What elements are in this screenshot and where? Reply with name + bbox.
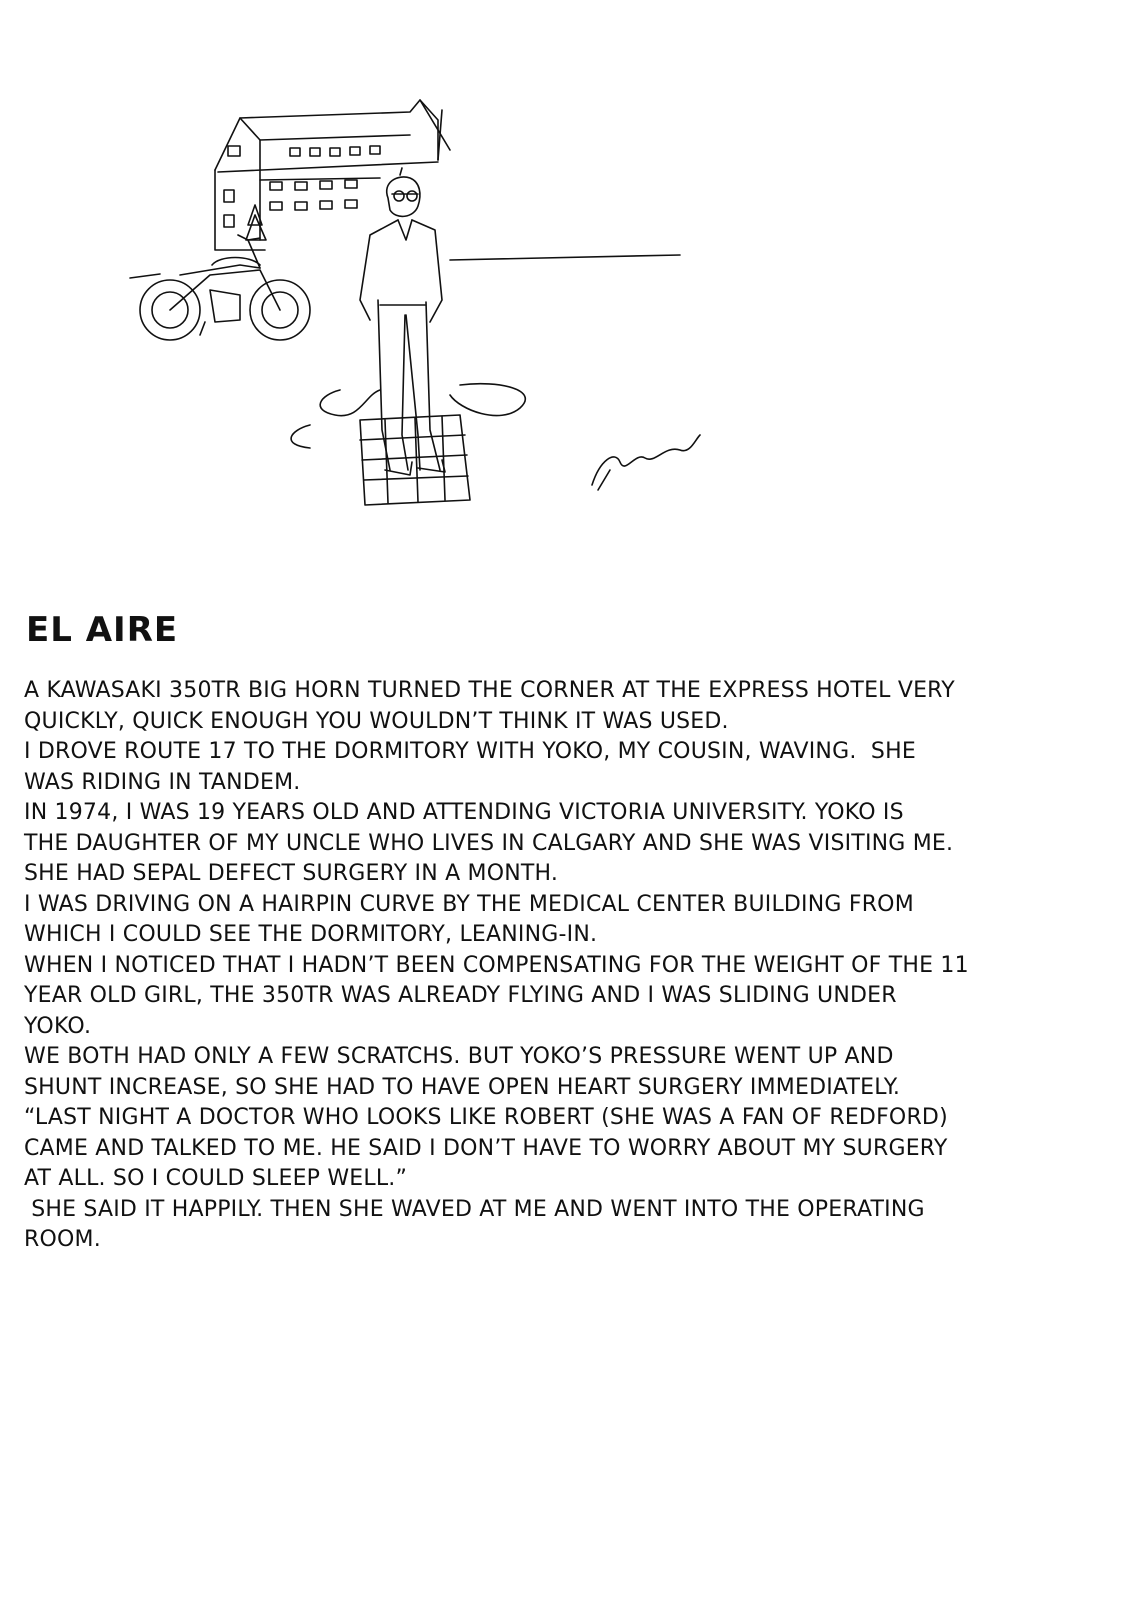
story-line: SHE HAD SEPAL DEFECT SURGERY IN A MONTH.: [24, 861, 559, 886]
story-line: ROOM.: [24, 1227, 101, 1252]
story-line: WHEN I NOTICED THAT I HADN’T BEEN COMPENSATING FOR THE WEIGHT OF THE 11: [24, 952, 969, 978]
horizon-line: [450, 255, 680, 260]
story-line: QUICKLY, QUICK ENOUGH YOU WOULDN’T THINK IT WAS USED.: [24, 708, 729, 734]
story-line: YEAR OLD GIRL, THE 350TR WAS ALREADY FLYING AND I WAS SLIDING UNDER: [24, 983, 897, 1008]
story-line: I WAS DRIVING ON A HAIRPIN CURVE BY THE MEDICAL CENTER BUILDING FROM: [24, 891, 914, 917]
story-line: A KAWASAKI 350TR BIG HORN TURNED THE CORNER AT THE EXPRESS HOTEL VERY: [24, 678, 955, 703]
story-line: “LAST NIGHT A DOCTOR WHO LOOKS LIKE ROBERT (SHE WAS A FAN OF REDFORD): [24, 1105, 948, 1130]
story-title: EL AIRE: [26, 610, 179, 650]
story-line: SHUNT INCREASE, SO SHE HAD TO HAVE OPEN HEART SURGERY IMMEDIATELY.: [24, 1074, 901, 1100]
story-line: AT ALL. SO I COULD SLEEP WELL.”: [24, 1166, 408, 1191]
story-body: [24, 676, 1104, 1256]
story-line: YOKO.: [24, 1013, 92, 1039]
pen-sketch-icon: [120, 90, 720, 530]
building-drawing: [215, 100, 450, 250]
story-line: SHE SAID IT HAPPILY. THEN SHE WAVED AT ME AND WENT INTO THE OPERATING: [24, 1196, 925, 1222]
story-line: WE BOTH HAD ONLY A FEW SCRATCHS. BUT YOKO’S PRESSURE WENT UP AND: [24, 1044, 894, 1069]
story-line: WAS RIDING IN TANDEM.: [24, 769, 301, 795]
sketch-illustration: [120, 90, 720, 530]
ground-line: [130, 274, 160, 278]
story-line: IN 1974, I WAS 19 YEARS OLD AND ATTENDING VICTORIA UNIVERSITY. YOKO IS: [24, 800, 904, 825]
story-line: CAME AND TALKED TO ME. HE SAID I DON’T HAVE TO WORRY ABOUT MY SURGERY: [24, 1135, 948, 1161]
story-line: WHICH I COULD SEE THE DORMITORY, LEANING-IN.: [24, 922, 598, 947]
story-line: THE DAUGHTER OF MY UNCLE WHO LIVES IN CALGARY AND SHE WAS VISITING ME.: [24, 830, 954, 856]
story-line: I DROVE ROUTE 17 TO THE DORMITORY WITH YOKO, MY COUSIN, WAVING. SHE: [24, 739, 916, 764]
ground-drawing: [291, 384, 525, 505]
man-drawing: [360, 168, 445, 475]
signature-drawing: [592, 435, 700, 490]
